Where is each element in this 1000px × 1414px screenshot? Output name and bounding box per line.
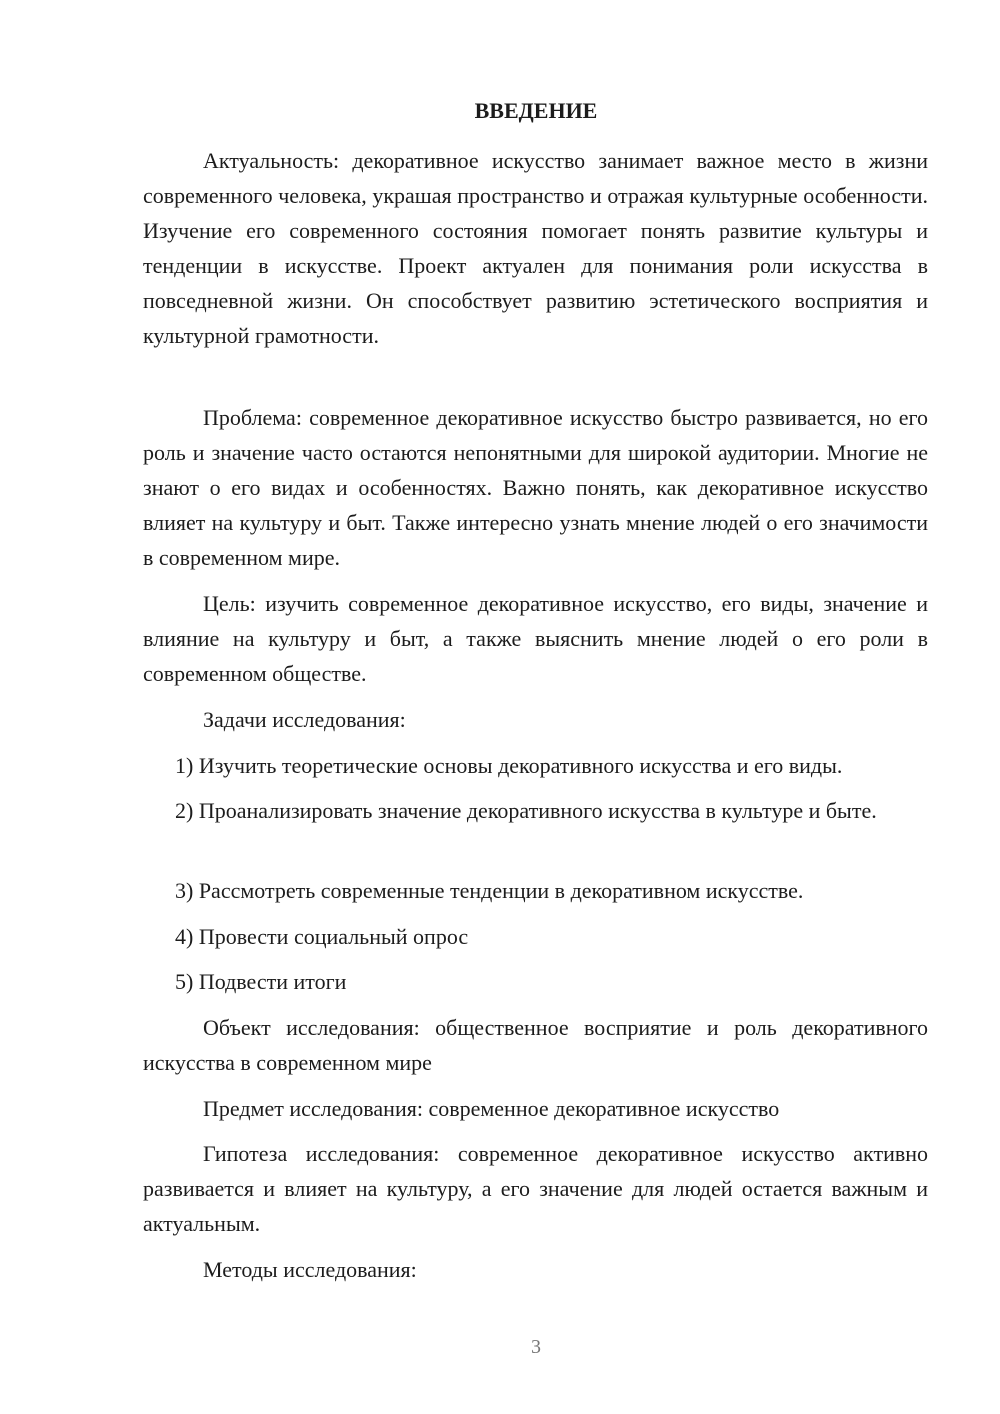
object-paragraph: Объект исследования: общественное восприятие и роль декоративного искусства в современном мире xyxy=(143,1015,928,1075)
methods-paragraph: Методы исследования: xyxy=(203,1257,417,1282)
page-title: ВВЕДЕНИЕ xyxy=(474,98,598,123)
page-number: 3 xyxy=(531,1336,541,1358)
task-item-3: 3) Рассмотреть современные тенденции в декоративном искусстве. xyxy=(175,878,804,903)
task-item-5: 5) Подвести итоги xyxy=(175,969,347,994)
hypothesis-paragraph: Гипотеза исследования: современное декоративное искусство активно развивается и влияет на культуру, а его значение для людей остается важным и актуальным. xyxy=(143,1141,928,1236)
problem-paragraph: Проблема: современное декоративное искусство быстро развивается, но его роль и значение часто остаются непонятными для широкой аудитории. Многие не знают о его видах и особенностях. Важно понять, как декоративное искусство влияет на культуру и быт. Также интересно узнать мнение людей о его значимости в современном мире. xyxy=(143,405,928,570)
goal-paragraph: Цель: изучить современное декоративное искусство, его виды, значение и влияние на культуру и быт, а также выяснить мнение людей о его роли в современном обществе. xyxy=(143,591,928,686)
task-item-1: 1) Изучить теоретические основы декоративного искусства и его виды. xyxy=(175,753,843,778)
subject-paragraph: Предмет исследования: современное декоративное искусство xyxy=(203,1096,780,1121)
relevance-paragraph: Актуальность: декоративное искусство занимает важное место в жизни современного человека, украшая пространство и отражая культурные особенности. Изучение его современного состояния помогает понять развитие культуры и тенденции в искусстве. Проект актуален для понимания роли искусства в повседневной жизни. Он способствует развитию эстетического восприятия и культурной грамотности. xyxy=(143,148,928,348)
task-item-2: 2) Проанализировать значение декоративного искусства в культуре и быте. xyxy=(175,798,877,823)
tasks-heading: Задачи исследования: xyxy=(203,707,406,732)
task-item-4: 4) Провести социальный опрос xyxy=(175,924,469,949)
